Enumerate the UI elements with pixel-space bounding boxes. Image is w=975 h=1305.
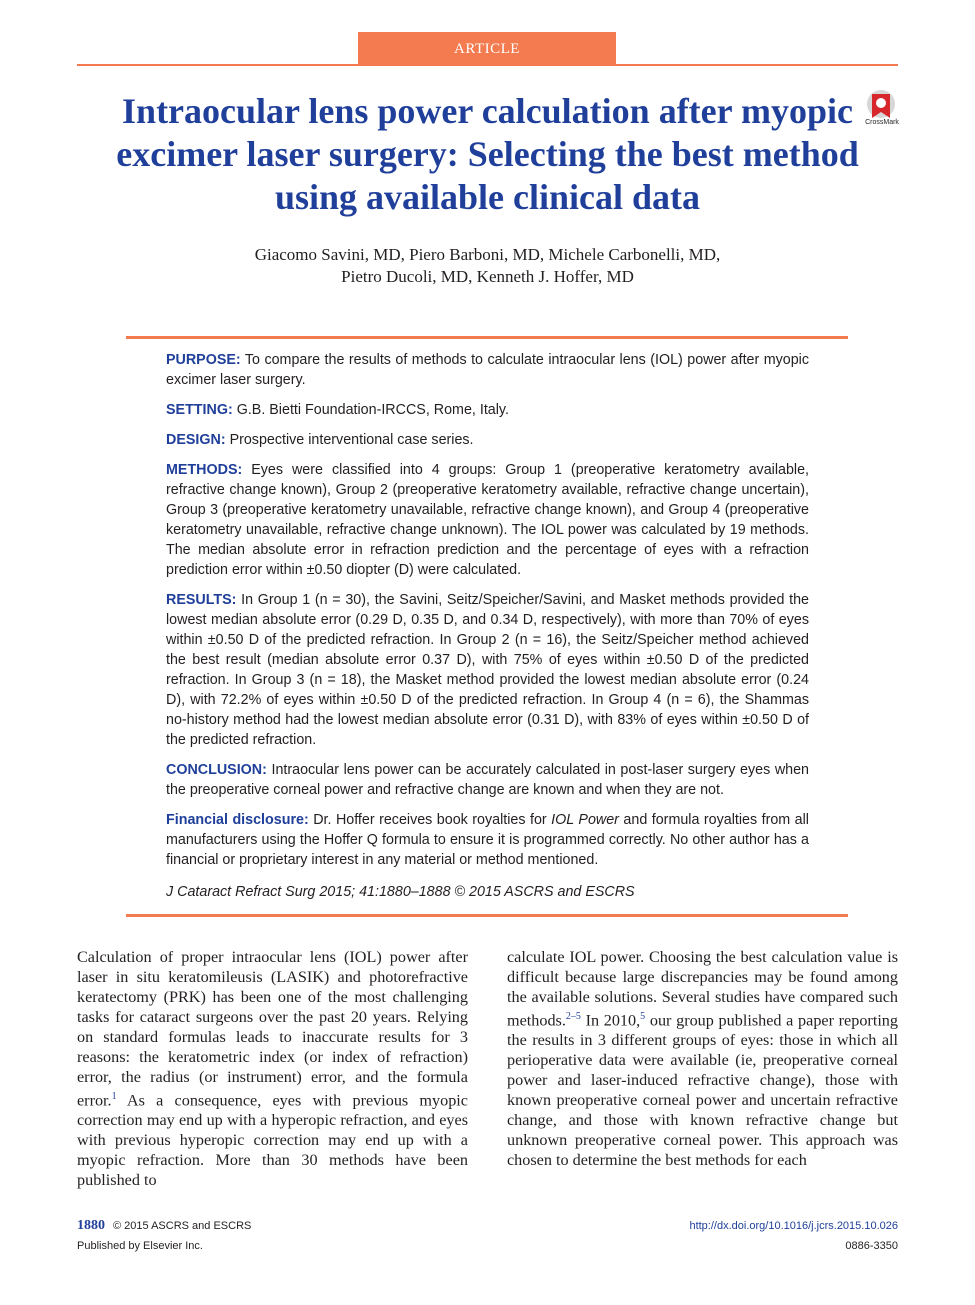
abstract <box>166 350 809 912</box>
abstract-design <box>166 430 809 450</box>
footer-copyright: © 2015 ASCRS and ESCRS <box>113 1220 252 1232</box>
page-number: 1880 <box>77 1218 105 1233</box>
methods-label: METHODS: <box>166 462 243 478</box>
conclusion-text: Intraocular lens power can be accurately calculated in post-laser surgery eyes when the preoperative corneal power and refractive change are known and when they are not. <box>166 762 809 798</box>
footer-issn: 0886-3350 <box>845 1240 898 1252</box>
abstract-purpose <box>166 350 809 390</box>
footer-right <box>689 1216 898 1256</box>
article-title: Intraocular lens power calculation after myopic excimer laser surgery: Selecting the best method using available clinical data <box>116 91 859 217</box>
body-column-right <box>507 947 898 1170</box>
abstract-setting <box>166 400 809 420</box>
author-list <box>130 244 845 288</box>
results-label: RESULTS: <box>166 592 237 608</box>
intro-text-4: In 2010, <box>580 1011 641 1030</box>
reference-link[interactable]: 5 <box>640 1011 646 1022</box>
journal-citation: J Cataract Refract Surg 2015; 41:1880–1888 © 2015 ASCRS and ESCRS <box>166 884 635 900</box>
footer-left <box>77 1216 251 1256</box>
authors-line-2: Pietro Ducoli, MD, Kenneth J. Hoffer, MD <box>341 267 634 286</box>
setting-text: G.B. Bietti Foundation-IRCCS, Rome, Italy. <box>236 402 509 418</box>
doi-link[interactable]: http://dx.doi.org/10.1016/j.jcrs.2015.10.026 <box>689 1220 898 1232</box>
conclusion-label: CONCLUSION: <box>166 762 267 778</box>
disclosure-label: Financial disclosure: <box>166 812 309 828</box>
methods-text: Eyes were classified into 4 groups: Group 1 (preoperative keratometry available, refractive change known), Group 2 (preoperative keratometry available, refractive change uncertain), Group 3 (preoperative keratometry unavailable, refractive change known), and Group 4 (preoperative keratometry unavailable, refractive change unknown). The IOL power was calculated by 19 methods. The median absolute error in refraction prediction and the percentage of eyes with a refraction prediction error within ±0.50 diopter (D) were calculated. <box>166 462 809 578</box>
disclosure-book-title: IOL Power <box>551 812 619 828</box>
reference-link[interactable]: 2–5 <box>565 1011 581 1022</box>
abstract-methods <box>166 460 809 580</box>
intro-text-5: our group published a paper reporting the results in 3 different groups of eyes: those in which all perioperative data were available (ie, preoperative corneal power and laser-induced refractive change), those with known preoperative corneal power and uncertain refractive change, and those with known refractive change but unknown preoperative corneal power. This approach was chosen to determine the best methods for each <box>507 1011 898 1170</box>
disclosure-text-post: and formula royalties from all manufacturers using the Hoffer Q formula to ensure it is programmed correctly. No other author has a financial or proprietary interest in any material or method mentioned. <box>166 812 809 868</box>
intro-text-3: calculate IOL power. Choosing the best calculation value is difficult because large discrepancies may be found among the available solutions. Several studies have compared such methods. <box>507 948 898 1030</box>
crossmark-label: CrossMark <box>865 119 899 126</box>
abstract-bottom-rule <box>126 914 848 917</box>
header-rule <box>77 64 898 66</box>
setting-label: SETTING: <box>166 402 233 418</box>
body-column-left <box>77 947 468 1190</box>
abstract-results <box>166 590 809 750</box>
abstract-conclusion <box>166 760 809 800</box>
authors-line-1: Giacomo Savini, MD, Piero Barboni, MD, Michele Carbonelli, MD, <box>254 245 721 264</box>
purpose-label: PURPOSE: <box>166 352 241 368</box>
abstract-top-rule <box>126 336 848 339</box>
intro-text-1: Calculation of proper intraocular lens (IOL) power after laser in situ keratomileusis (LASIK) and photorefractive keratectomy (PRK) has been one of the most challenging tasks for cataract surgeons over the past 20 years. Relying on standard formulas leads to inaccurate results for 3 reasons: the keratometric index (or index of refraction) error, the radius (or instrument) error, and the formula error. <box>77 948 468 1110</box>
results-text: In Group 1 (n = 30), the Savini, Seitz/Speicher/Savini, and Masket methods provided the lowest median absolute error (0.29 D, 0.35 D, and 0.34 D, respectively), with more than 70% of eyes within ±0.50 D of the predicted refraction. In Group 2 (n = 16), the Seitz/Speicher method achieved the best result (median absolute error 0.37 D), with 75% of eyes within ±0.50 D of the predicted refraction. In Group 3 (n = 18), the Masket method provided the lowest median absolute error (0.24 D), with 72.2% of eyes within ±0.50 D of the predicted refraction. In Group 4 (n = 6), the Shammas no-history method had the lowest median absolute error (0.31 D), with 83% of eyes within ±0.50 D of the predicted refraction. <box>166 592 809 748</box>
design-label: DESIGN: <box>166 432 226 448</box>
footer-publisher: Published by Elsevier Inc. <box>77 1240 203 1252</box>
design-text: Prospective interventional case series. <box>229 432 474 448</box>
purpose-text: To compare the results of methods to calculate intraocular lens (IOL) power after myopic excimer laser surgery. <box>166 352 809 388</box>
section-tab: ARTICLE <box>358 32 616 66</box>
reference-link[interactable]: 1 <box>111 1091 117 1102</box>
intro-text-2: As a consequence, eyes with previous myopic correction may end up with a hyperopic refraction, and eyes with previous hyperopic correction may end up with a myopic refraction. More than 30 methods have been published to <box>77 1091 468 1190</box>
financial-disclosure <box>166 810 809 870</box>
disclosure-text-pre: Dr. Hoffer receives book royalties for <box>313 812 552 828</box>
